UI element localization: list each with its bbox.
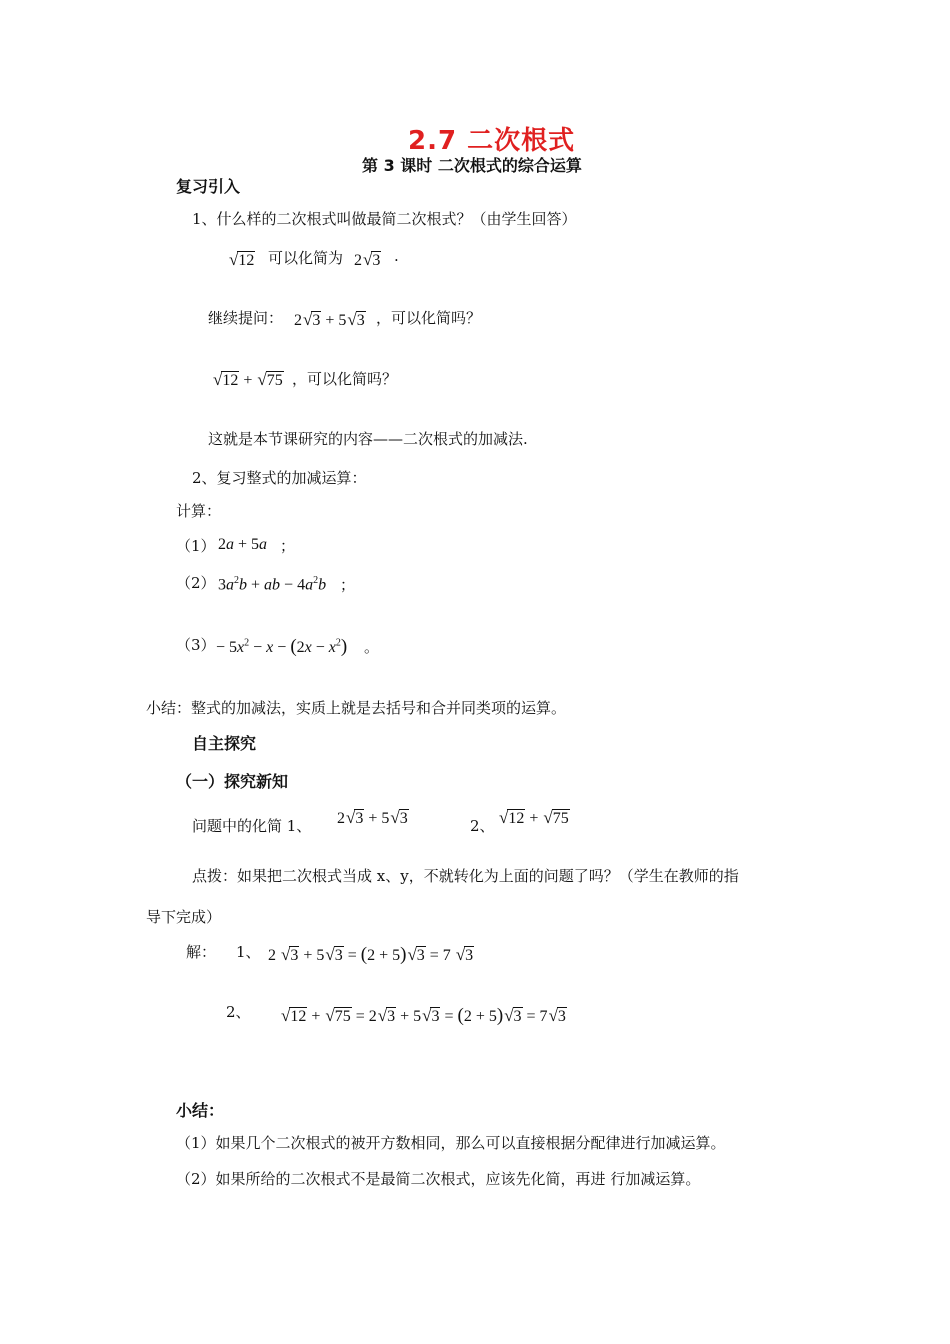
- problem-label: 问题中的化简 1、: [192, 817, 312, 835]
- section-heading-review: 复习引入: [176, 177, 241, 196]
- solution-1-label: 1、: [236, 943, 261, 961]
- math-2sqrt3-plus-5sqrt3: 2√3 + 5√3: [294, 310, 365, 329]
- page-title: 2.7 二次根式: [408, 126, 576, 156]
- simplify-text: 可以化简为: [268, 249, 344, 267]
- summary-point-2: （2）如果所给的二次根式不是最简二次根式，应该先化简，再进 行加减运算。: [176, 1170, 701, 1188]
- math-item-1: 2a + 5a: [218, 536, 268, 553]
- math-sqrt12-plus-sqrt75: √12 + √75: [213, 370, 283, 389]
- item-1-label: （1）: [176, 537, 216, 555]
- item-3-end: 。: [364, 638, 380, 656]
- hint-line-2: 导下完成）: [146, 908, 222, 926]
- lesson-content: 这就是本节课研究的内容——二次根式的加减法.: [208, 430, 528, 448]
- subheading-new-knowledge: （一）探究新知: [176, 772, 289, 791]
- summary-point-1: （1）如果几个二次根式的被开方数相同，那么可以直接根据分配律进行加减运算。: [176, 1134, 726, 1152]
- problem-2-label: 2、: [470, 817, 495, 835]
- question-1: 1、什么样的二次根式叫做最简二次根式？（由学生回答）: [192, 210, 577, 228]
- item-2-end: ；: [340, 576, 356, 594]
- summary-polynomial: 小结：整式的加减法，实质上就是去括号和合并同类项的运算。: [146, 699, 567, 717]
- lesson-subtitle: 第 3 课时 二次根式的综合运算: [362, 156, 582, 175]
- item-1-end: ；: [280, 537, 296, 555]
- compute-label: 计算：: [176, 502, 222, 520]
- item-3-label: （3）: [176, 636, 216, 654]
- followup-label: 继续提问：: [208, 309, 284, 327]
- math-problem-1: 2√3 + 5√3: [337, 808, 408, 827]
- math-sqrt12: √12: [229, 250, 255, 269]
- math-item-2: $3a^2b$ + ab − $4a^2b$: [218, 575, 327, 594]
- can-simplify-1: ，可以化简吗？: [376, 309, 482, 327]
- math-solution-2: √12 + √75 = 2√3 + 5√3 = (2 + 5)√3 = 7√3: [281, 1005, 566, 1026]
- hint-line-1: 点拨：如果把二次根式当成 x、y，不就转化为上面的问题了吗？（学生在教师的指: [192, 867, 739, 885]
- summary-heading: 小结：: [176, 1101, 225, 1120]
- solution-2-label: 2、: [226, 1003, 251, 1021]
- can-simplify-2: ，可以化简吗？: [292, 370, 398, 388]
- math-item-3: − $5x^2 - x - (2x - x^2)$: [216, 636, 348, 657]
- section-heading-explore: 自主探究: [192, 734, 257, 753]
- item-2-label: （2）: [176, 574, 216, 592]
- math-2sqrt3: 2√3: [354, 250, 381, 269]
- math-solution-1: 2 √3 + 5√3 = (2 + 5)√3 = 7 √3: [268, 944, 474, 965]
- solution-label: 解：: [186, 943, 217, 961]
- math-problem-2: √12 + √75: [499, 808, 569, 827]
- question-2: 2、复习整式的加减运算：: [192, 469, 367, 487]
- period: .: [394, 247, 399, 265]
